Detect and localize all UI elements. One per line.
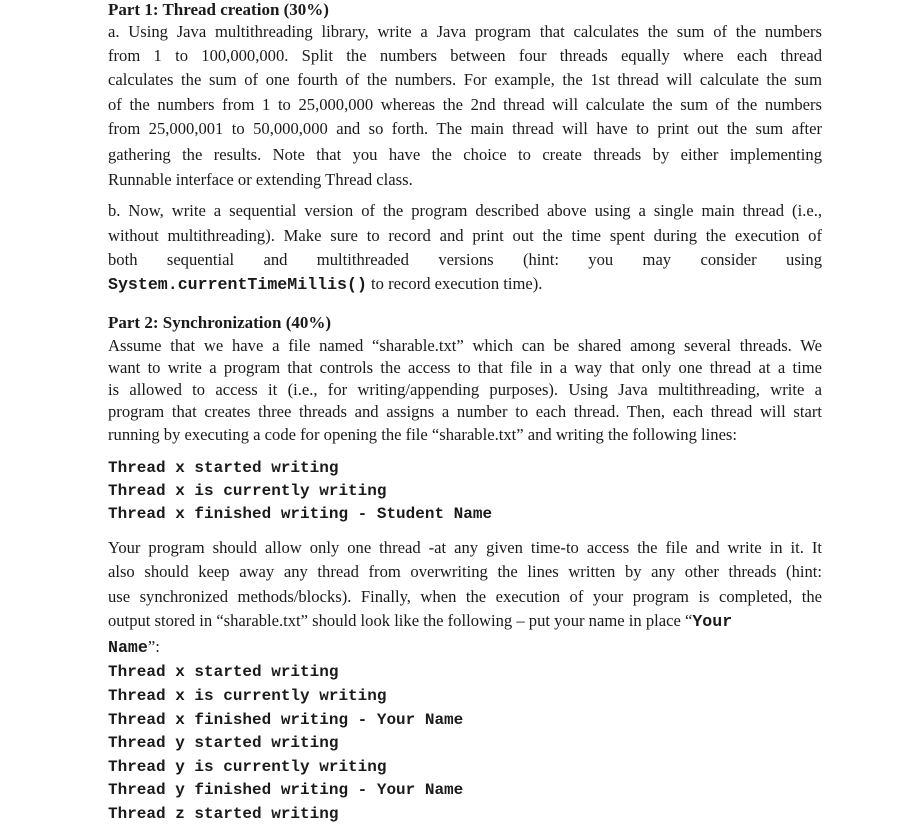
part1-a-line-3: calculates the sum of one fourth of the numbers. For example, the 1st thread will calculate the sum: [108, 70, 822, 89]
part1-a-line-7: Runnable interface or extending Thread class.: [108, 170, 413, 189]
part2-name-tail: ”:: [147, 637, 160, 656]
part2-intro-line-5: running by executing a code for opening the file “sharable.txt” and writing the following lines:: [108, 425, 737, 444]
part2-body-line-3: use synchronized methods/blocks). Finally, when the execution of your program is completed, the: [108, 587, 822, 606]
code-line: Thread x is currently writing: [108, 687, 387, 705]
part1-a-line-2: from 1 to 100,000,000. Split the numbers between four threads equally where each thread: [108, 46, 822, 65]
part2-intro-line-2: want to write a program that controls the access to that file in a way that only one thread at a time: [108, 358, 822, 377]
inline-code-your: Your: [692, 612, 733, 631]
code-line: Thread z started writing: [108, 805, 339, 823]
code-line: Thread x started writing: [108, 459, 339, 477]
part1-b-line-3: both sequential and multithreaded versions (hint: you may consider using: [108, 250, 822, 269]
code-line: Thread y started writing: [108, 734, 339, 752]
part2-intro-line-3: is allowed to access it (i.e., for writing/appending purposes). Using Java multithreading, write a: [108, 380, 822, 399]
part1-heading: Part 1: Thread creation (30%): [108, 0, 329, 19]
part2-body-line-4: [108, 611, 732, 631]
part2-heading: Part 2: Synchronization (40%): [108, 313, 332, 332]
code-line: Thread x started writing: [108, 663, 339, 681]
code-line: Thread x finished writing - Your Name: [108, 711, 464, 729]
code-line: Thread y is currently writing: [108, 758, 387, 776]
part2-body-line-2: also should keep away any thread from overwriting the lines written by any other threads (hint:: [108, 562, 822, 581]
code-line: Thread x finished writing - Student Name: [108, 505, 493, 523]
part2-body-line-4-text: output stored in “sharable.txt” should look like the following – put your name in place “: [108, 611, 693, 630]
part1-b-line-2: without multithreading). Make sure to record and print out the time spent during the execution of: [108, 226, 822, 245]
part1-a-line-6: gathering the results. Note that you have the choice to create threads by either implementing: [108, 145, 822, 164]
inline-code-name: Name: [108, 638, 148, 657]
inline-code-timing: System.currentTimeMillis(): [108, 275, 367, 294]
part2-body-line-1: Your program should allow only one thread -at any given time-to access the file and write in it. It: [108, 538, 822, 557]
part2-intro-line-1: Assume that we have a file named “sharable.txt” which can be shared among several threads. We: [108, 336, 822, 355]
code-line: Thread x is currently writing: [108, 482, 387, 500]
code-line: Thread y finished writing - Your Name: [108, 781, 464, 799]
part2-name-line: [108, 637, 160, 657]
part2-intro-line-4: program that creates three threads and assigns a number to each thread. Then, each thread will start: [108, 402, 822, 421]
part1-a-line-5: from 25,000,001 to 50,000,000 and so forth. The main thread will have to print out the sum after: [108, 119, 822, 138]
part1-b-line-1: b. Now, write a sequential version of the program described above using a single main thread (i.e.,: [108, 201, 822, 220]
part1-a-line-1: a. Using Java multithreading library, write a Java program that calculates the sum of the numbers: [108, 22, 822, 41]
part1-b-line-4: [108, 274, 542, 294]
part1-a-line-4: of the numbers from 1 to 25,000,000 whereas the 2nd thread will calculate the sum of the numbers: [108, 95, 822, 114]
part1-b-tail: to record execution time).: [366, 274, 543, 293]
